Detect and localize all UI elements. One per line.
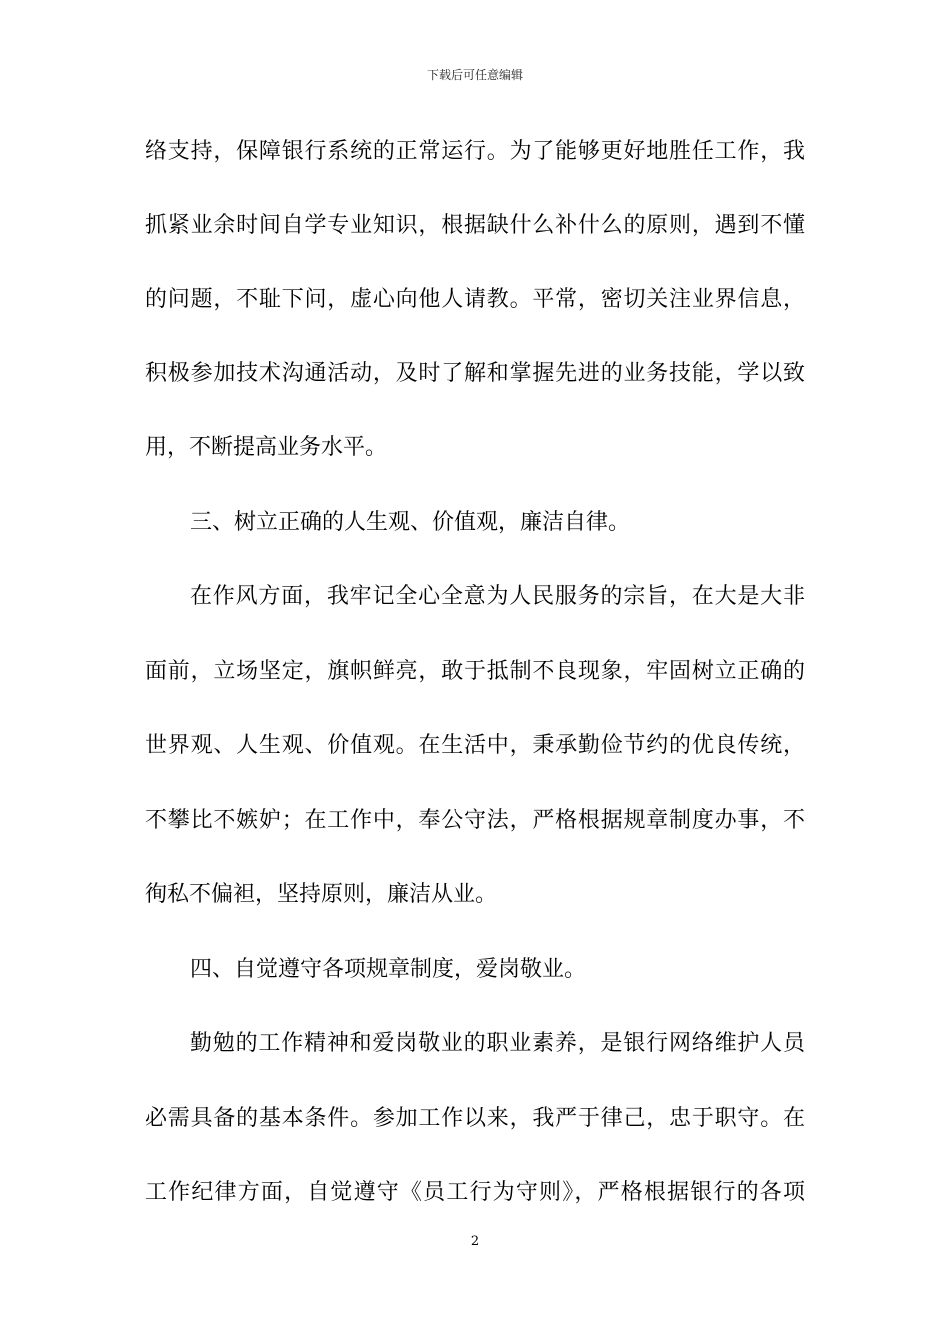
body-line: 面前，立场坚定，旗帜鲜亮，敢于抵制不良现象，牢固树立正确的 [145, 659, 805, 684]
body-line: 在作风方面，我牢记全心全意为人民服务的宗旨，在大是大非 [190, 584, 805, 609]
body-line: 络支持，保障银行系统的正常运行。为了能够更好地胜任工作，我 [145, 139, 805, 164]
body-line: 的问题，不耻下问，虚心向他人请教。平常，密切关注业界信息， [145, 287, 805, 312]
body-line: 徇私不偏袒，坚持原则，廉洁从业。 [145, 882, 498, 907]
section-heading: 四、自觉遵守各项规章制度，爱岗敬业。 [190, 957, 587, 982]
body-line: 必需具备的基本条件。参加工作以来，我严于律己，忠于职守。在 [145, 1106, 805, 1131]
section-heading: 三、树立正确的人生观、价值观，廉洁自律。 [190, 510, 631, 535]
body-line: 世界观、人生观、价值观。在生活中，秉承勤俭节约的优良传统， [145, 733, 805, 758]
page-number: 2 [470, 1234, 480, 1249]
body-line: 积极参加技术沟通活动，及时了解和掌握先进的业务技能，学以致 [145, 361, 805, 386]
body-line: 勤勉的工作精神和爱岗敬业的职业素养，是银行网络维护人员 [190, 1031, 805, 1056]
page-header: 下载后可任意编辑 [426, 68, 523, 82]
body-line: 抓紧业余时间自学专业知识，根据缺什么补什么的原则，遇到不懂 [145, 213, 805, 238]
body-line: 不攀比不嫉妒；在工作中，奉公守法，严格根据规章制度办事，不 [145, 808, 805, 833]
body-line: 工作纪律方面，自觉遵守《员工行为守则》，严格根据银行的各项 [145, 1180, 805, 1205]
body-line: 用，不断提高业务水平。 [145, 435, 388, 460]
